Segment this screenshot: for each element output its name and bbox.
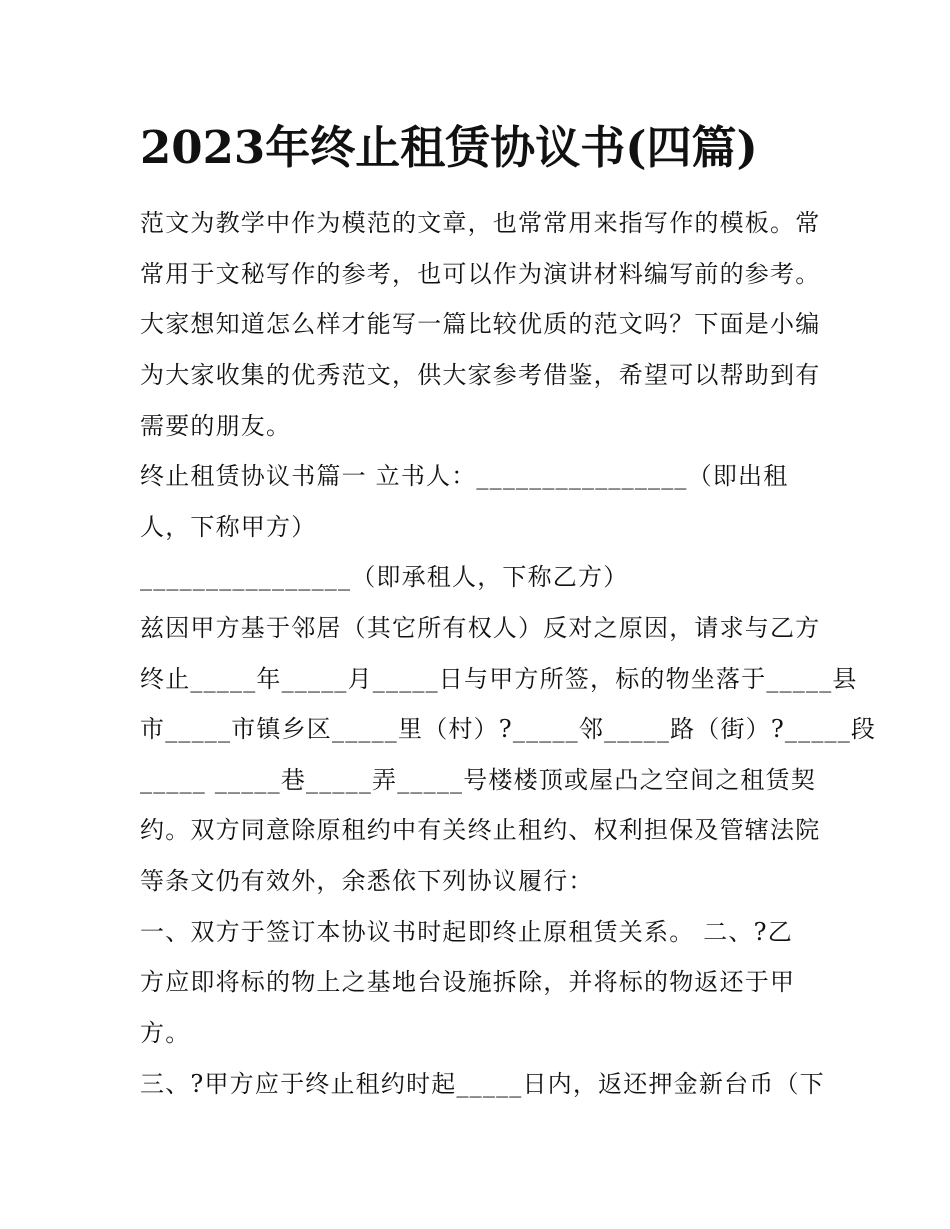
- body-line: 常用于文秘写作的参考，也可以作为演讲材料编写前的参考。: [140, 260, 821, 288]
- clause-line: 三、?甲方应于终止租约时起_____日内，返还押金新台币（下: [140, 1070, 825, 1098]
- body-line: 市_____市镇乡区_____里（村）?_____邻_____路（街）?_____段: [140, 715, 877, 743]
- body-line: 范文为教学中作为模范的文章，也常常用来指写作的模板。常: [140, 209, 821, 237]
- lessee-line: ________________（即承租人，下称乙方）: [140, 563, 629, 591]
- body-line: 约。双方同意除原租约中有关终止租约、权利担保及管辖法院: [140, 816, 821, 844]
- body-line: _____ _____巷_____弄_____号楼楼顶或屋凸之空间之租赁契: [140, 766, 817, 794]
- clause-line: 一、双方于签订本协议书时起即终止原租赁关系。 二、?乙: [140, 918, 793, 946]
- body-line: 需要的朋友。: [140, 412, 292, 440]
- body-line: 大家想知道怎么样才能写一篇比较优质的范文吗？下面是小编: [140, 310, 821, 338]
- body-line: 兹因甲方基于邻居（其它所有权人）反对之原因，请求与乙方: [140, 614, 821, 642]
- clause-line: 方。: [140, 1019, 191, 1047]
- document-title: 2023年终止租赁协议书(四篇): [140, 121, 758, 174]
- body-line: 为大家收集的优秀范文，供大家参考借鉴，希望可以帮助到有: [140, 361, 821, 389]
- body-line: 终止_____年_____月_____日与甲方所签，标的物坐落于_____县: [140, 665, 858, 693]
- agreement-one-heading-line: 终止租赁协议书篇一 立书人：________________（即出租: [140, 462, 789, 490]
- body-line: 人，下称甲方）: [140, 513, 317, 541]
- clause-line: 方应即将标的物上之基地台设施拆除，并将标的物返还于甲: [140, 968, 796, 996]
- body-line: 等条文仍有效外，余悉依下列协议履行：: [140, 867, 594, 895]
